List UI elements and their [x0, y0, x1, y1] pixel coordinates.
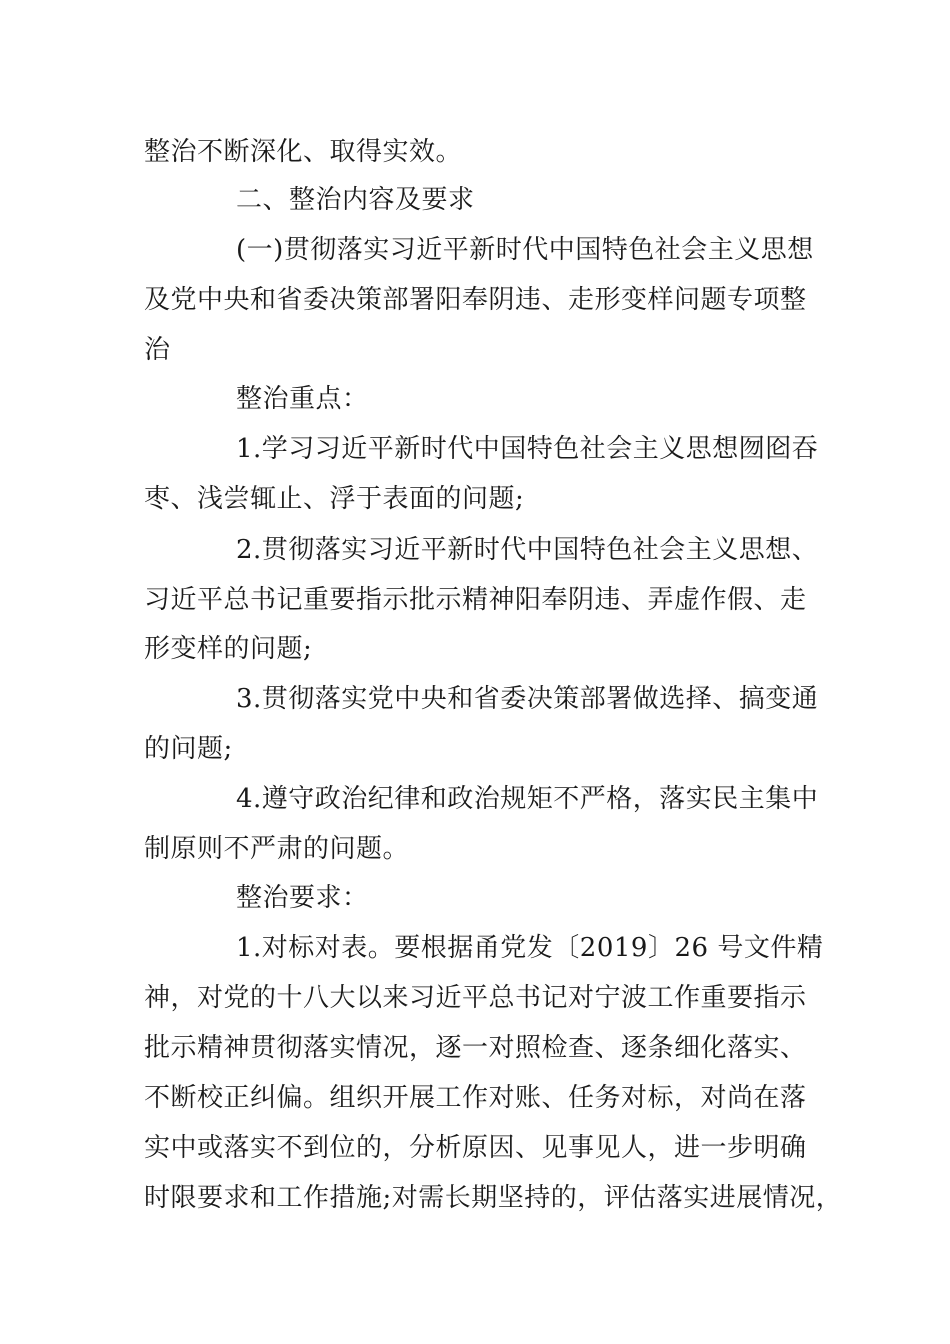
list-item-line: 制原则不严肃的问题。	[144, 834, 410, 864]
list-item: 3.贯彻落实党中央和省委决策部署做选择、搞变通	[236, 684, 819, 714]
list-item: 1.学习习近平新时代中国特色社会主义思想囫囵吞	[236, 434, 819, 464]
paragraph-line: 不断校正纠偏。组织开展工作对账、任务对标，对尚在落	[144, 1083, 807, 1113]
paragraph-line: 时限要求和工作措施;对需长期坚持的，评估落实进展情况，	[144, 1183, 843, 1213]
requirements-heading: 整治要求：	[236, 883, 369, 913]
list-item-line: 枣、浅尝辄止、浮于表面的问题;	[144, 484, 525, 514]
paragraph-line: 实中或落实不到位的，分析原因、见事见人，进一步明确	[144, 1133, 807, 1163]
list-item-line: 的问题;	[144, 734, 233, 764]
list-item-line: 习近平总书记重要指示批示精神阳奉阴违、弄虚作假、走	[144, 585, 807, 615]
list-item: 4.遵守政治纪律和政治规矩不严格，落实民主集中	[236, 784, 819, 814]
paragraph-line: 整治不断深化、取得实效。	[144, 137, 463, 167]
paragraph-line: 1.对标对表。要根据甬党发〔2019〕26 号文件精	[236, 933, 824, 963]
paragraph-line: 批示精神贯彻落实情况，逐一对照检查、逐条细化落实、	[144, 1033, 807, 1063]
paragraph-line: 神，对党的十八大以来习近平总书记对宁波工作重要指示	[144, 983, 807, 1013]
section-heading: 二、整治内容及要求	[236, 185, 475, 215]
focus-heading: 整治重点：	[236, 384, 369, 414]
subsection-heading: (一)贯彻落实习近平新时代中国特色社会主义思想	[236, 235, 814, 265]
list-item-line: 形变样的问题;	[144, 634, 313, 664]
subsection-heading-line: 及党中央和省委决策部署阳奉阴违、走形变样问题专项整	[144, 285, 807, 315]
list-item: 2.贯彻落实习近平新时代中国特色社会主义思想、	[236, 535, 819, 565]
subsection-heading-line: 治	[144, 335, 171, 365]
